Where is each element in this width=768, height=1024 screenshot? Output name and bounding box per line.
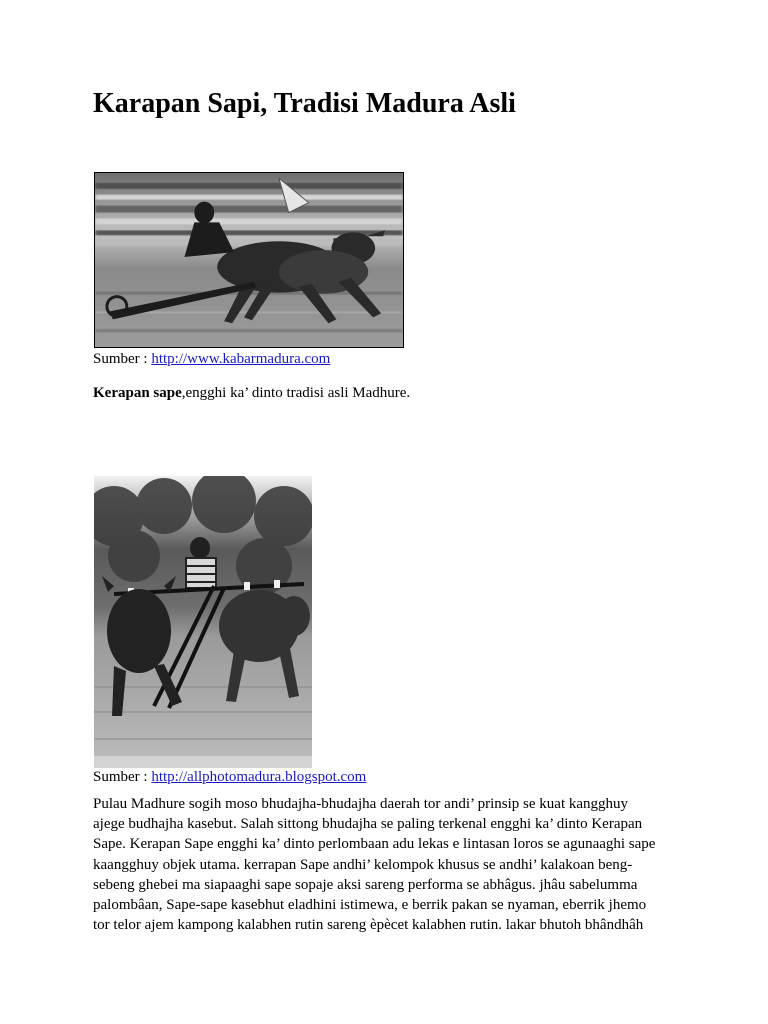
body-paragraph <box>93 794 693 935</box>
bull-race-image <box>95 173 403 347</box>
paragraph-line: palombâan, Sape-sape kasebhut eladhini istimewa, e berrik pakan se nyaman, eberrik jhemo <box>93 897 647 914</box>
figure-2-source-link[interactable]: http://allphotomadura.blogspot.com <box>151 769 367 785</box>
paragraph-line: Sape. Kerapan Sape engghi ka’ dinto perlombaan adu lekas e lintasan loros se agunaaghi sape <box>93 836 656 853</box>
bull-race-photo <box>94 172 404 348</box>
paragraph-line: sebeng ghebei ma siapaaghi sape sopaje aksi sareng performa se abhâgus. jhâu sabelumma <box>93 876 638 893</box>
figure-1-source-link[interactable]: http://www.kabarmadura.com <box>151 351 331 367</box>
figure-1-caption-prefix: Sumber : <box>93 351 152 367</box>
intro-bold-term: Kerapan sape <box>93 385 182 401</box>
bull-team-photo <box>94 476 312 768</box>
intro-text: ,engghi ka’ dinto tradisi asli Madhure. <box>181 385 411 401</box>
document-title: Karapan Sapi, Tradisi Madura Asli <box>93 88 516 119</box>
figure-2-caption-prefix: Sumber : <box>93 769 152 785</box>
intro-sentence <box>93 384 410 402</box>
paragraph-line: kaangghuy objek utama. kerrapan Sape andhi’ kelompok khusus se andhi’ kalakoan beng- <box>93 856 633 873</box>
figure-1-caption <box>93 350 330 368</box>
bull-team-image <box>94 476 312 768</box>
figure-2-caption <box>93 768 366 786</box>
paragraph-line: Pulau Madhure sogih moso bhudajha-bhudajha daerah tor andi’ prinsip se kuat kangghuy <box>93 796 629 812</box>
paragraph-line: ajege budhajha kasebut. Salah sittong bhudajha se paling terkenal engghi ka’ dinto Kerapan <box>93 816 643 833</box>
paragraph-line: tor telor ajem kampong kalabhen rutin sareng èpècet kalabhen rutin. lakar bhutoh bhândhâh <box>93 917 644 934</box>
